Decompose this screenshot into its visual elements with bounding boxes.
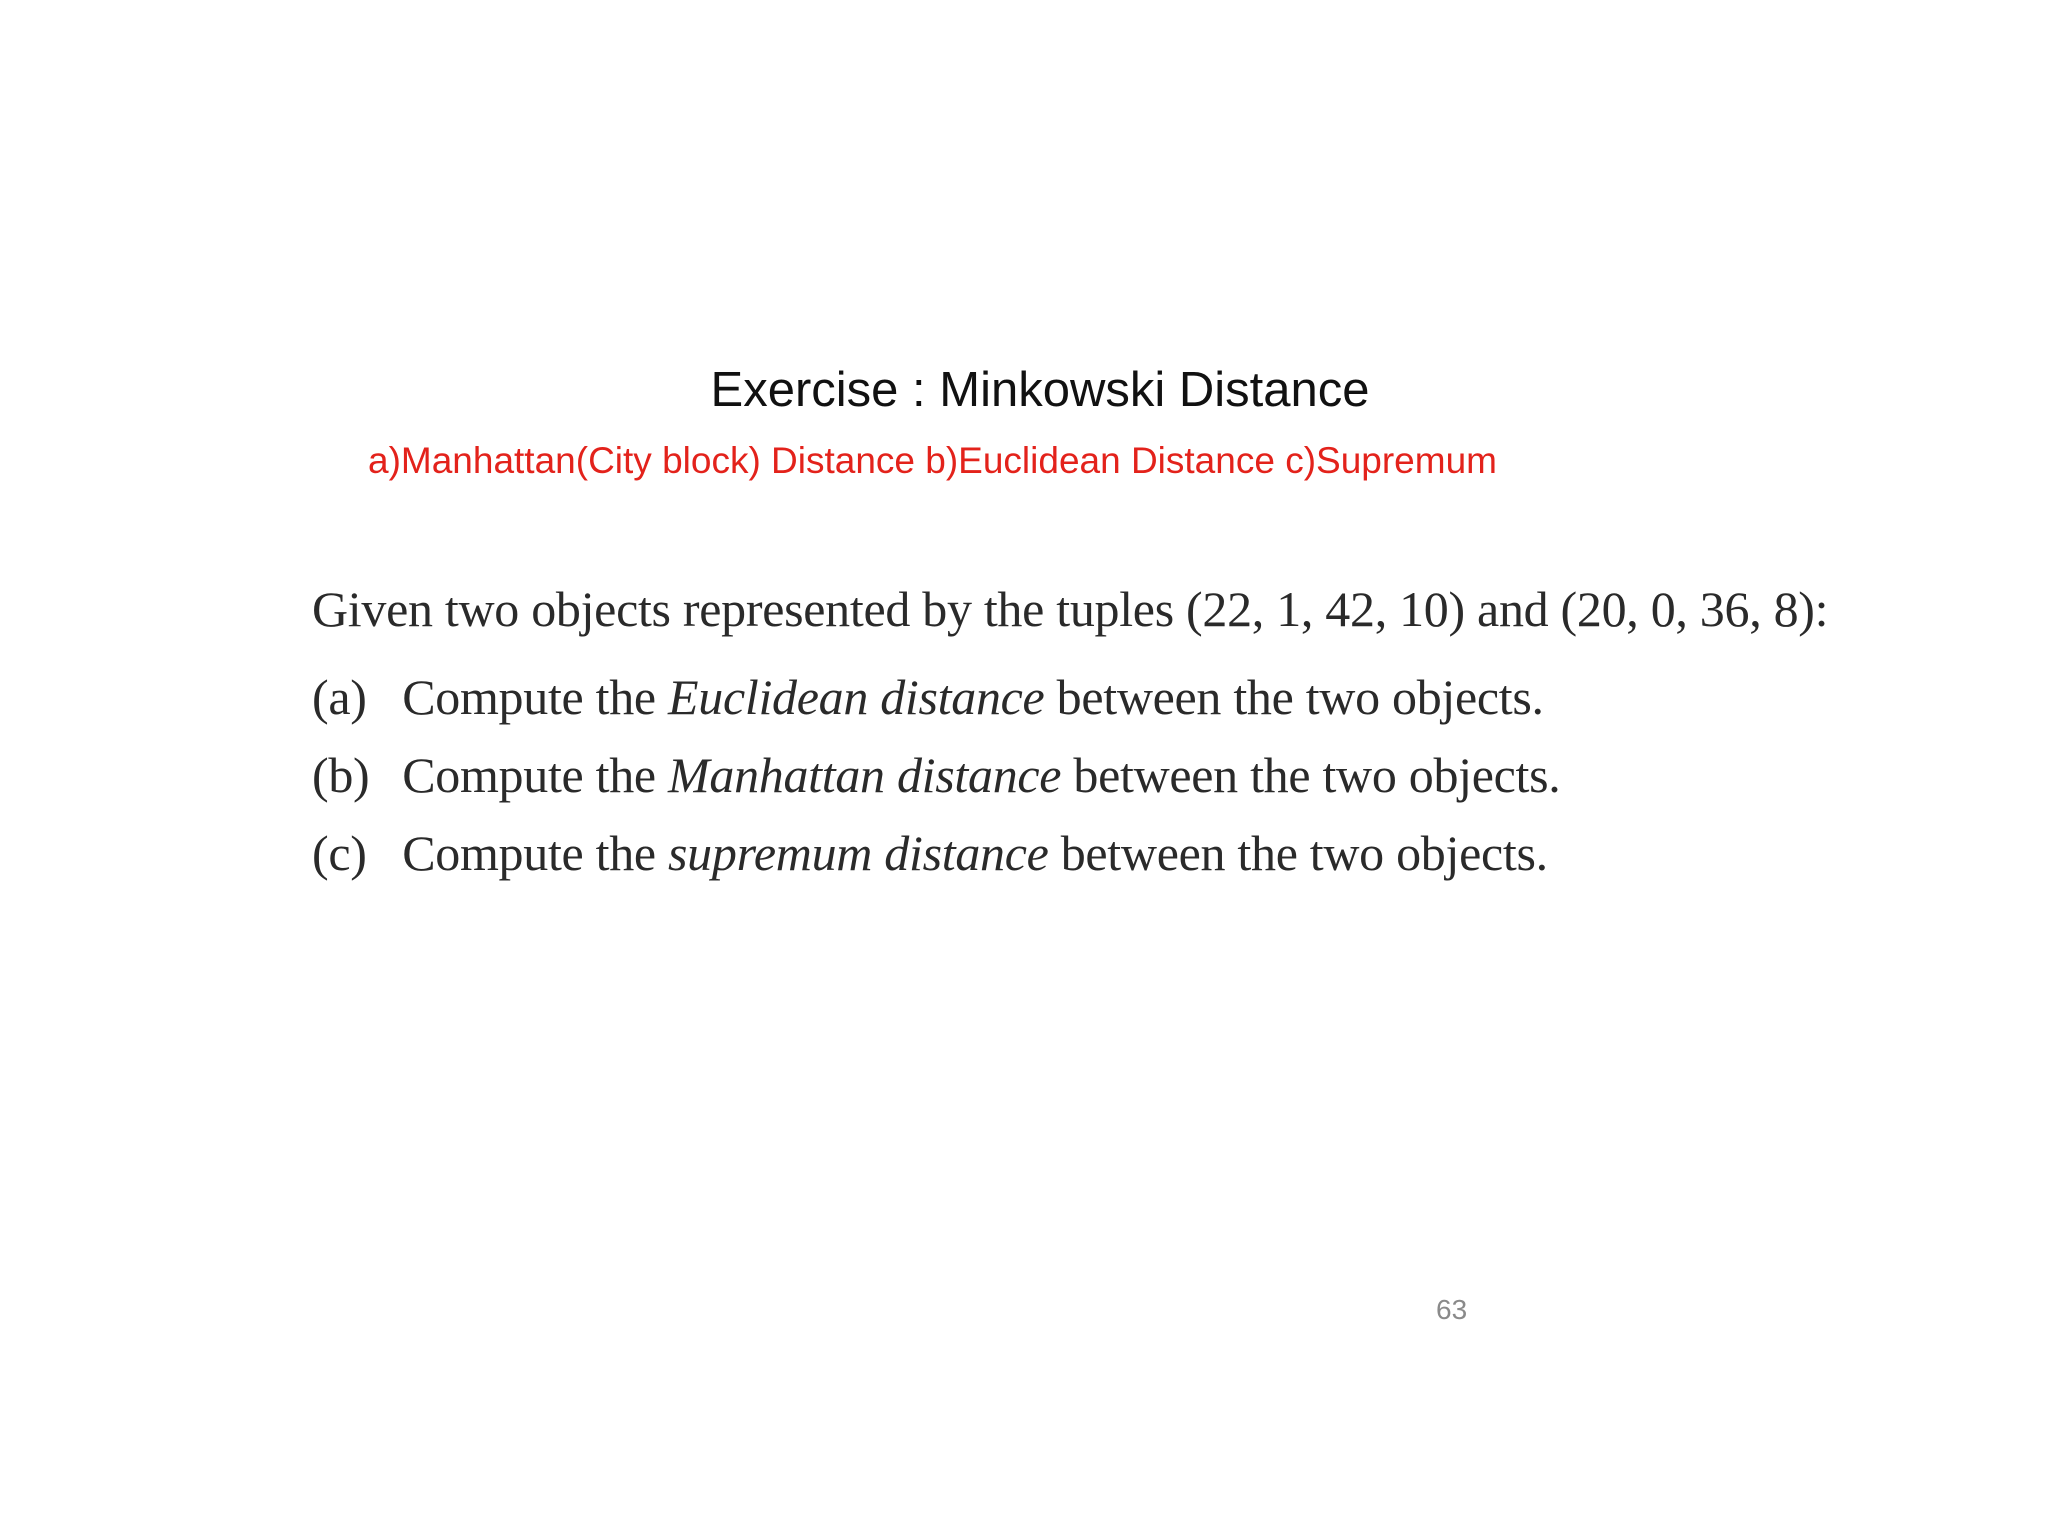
item-emphasis: Euclidean distance [668, 669, 1045, 725]
exercise-intro: Given two objects represented by the tuples (22, 1, 42, 10) and (20, 0, 36, 8): [312, 581, 1829, 637]
item-emphasis: Manhattan distance [668, 747, 1062, 803]
slide-subtitle: a)Manhattan(City block) Distance b)Euclidean Distance c)Supremum [368, 440, 1497, 481]
page-number: 63 [1436, 1294, 1468, 1325]
exercise-item-b [312, 736, 1828, 814]
item-text-after: between the two objects. [1073, 747, 1561, 803]
item-text-before: Compute the [402, 825, 656, 881]
item-text-after: between the two objects. [1056, 669, 1544, 725]
item-emphasis: supremum distance [668, 825, 1049, 881]
item-label: (c) [312, 825, 367, 881]
item-text-after: between the two objects. [1060, 825, 1548, 881]
item-text-before: Compute the [402, 747, 656, 803]
exercise-item-c [312, 814, 1828, 892]
item-label: (a) [312, 669, 367, 725]
item-label: (b) [312, 747, 370, 803]
exercise-text [312, 580, 1828, 892]
exercise-item-a [312, 658, 1828, 736]
slide-title: Exercise : Minkowski Distance [710, 363, 1370, 417]
item-text-before: Compute the [402, 669, 656, 725]
